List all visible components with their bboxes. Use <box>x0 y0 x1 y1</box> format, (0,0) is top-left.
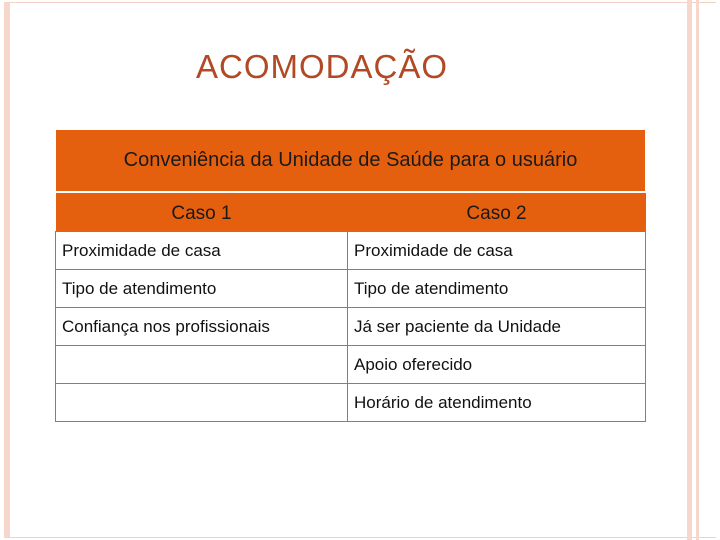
table-main-header: Conveniência da Unidade de Saúde para o usuário <box>56 130 646 192</box>
table-row <box>56 232 646 270</box>
table-row <box>56 384 646 422</box>
table-column-header-row <box>56 192 646 232</box>
comparison-table <box>55 129 645 422</box>
table-cell <box>56 346 348 384</box>
table-row <box>56 270 646 308</box>
slide-decor-rail-thin <box>696 0 699 540</box>
table-header-row <box>56 130 646 192</box>
table-cell: Tipo de atendimento <box>348 270 646 308</box>
table-row <box>56 346 646 384</box>
table-cell: Proximidade de casa <box>56 232 348 270</box>
slide-title: ACOMODAÇÃO <box>196 48 449 85</box>
slide-decor-rail <box>687 0 692 540</box>
table-cell <box>56 384 348 422</box>
table-cell: Confiança nos profissionais <box>56 308 348 346</box>
table-cell: Proximidade de casa <box>348 232 646 270</box>
column-header-caso-1: Caso 1 <box>56 192 348 232</box>
column-header-caso-2: Caso 2 <box>348 192 646 232</box>
table-cell: Horário de atendimento <box>348 384 646 422</box>
table-cell: Já ser paciente da Unidade <box>348 308 646 346</box>
table-row <box>56 308 646 346</box>
table-cell: Tipo de atendimento <box>56 270 348 308</box>
table-cell: Apoio oferecido <box>348 346 646 384</box>
